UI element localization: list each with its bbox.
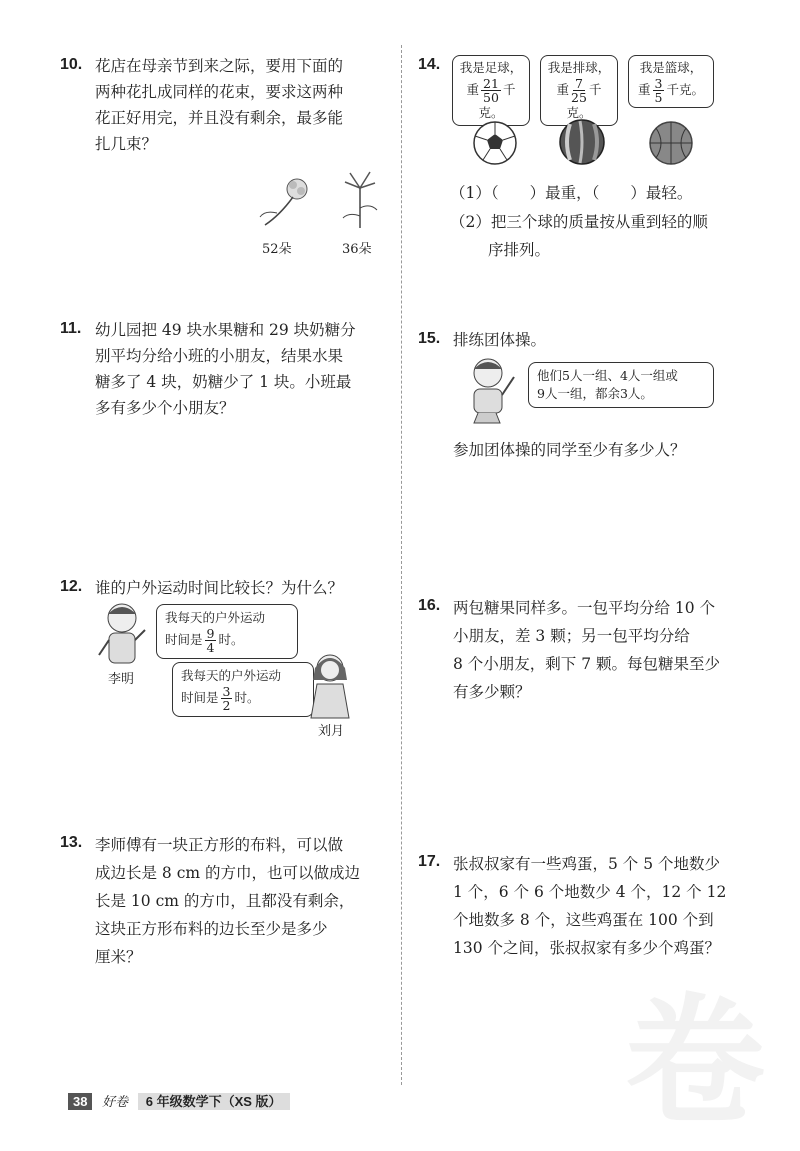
- q11-text: 幼儿园把 49 块水果糖和 29 块奶糖分 别平均分给小班的小朋友，结果水果 糖多了 4 块，奶糖少了 1 块。小班最 多有多少个小朋友？: [95, 321, 356, 417]
- q15-question: 参加团体操的同学至少有多少人？: [453, 441, 686, 459]
- name-liuyue: 刘月: [318, 724, 345, 739]
- volleyball-bubble: 我是排球， 重 $\frac{7}{25}$ 千克。: [540, 55, 618, 126]
- name-liming: 李明: [108, 672, 135, 687]
- q15-title: 排练团体操。: [453, 331, 547, 349]
- q13-number: 13.: [60, 834, 83, 851]
- q11-number: 11.: [60, 320, 82, 337]
- book-title: 6 年级数学下（XS 版）: [138, 1093, 290, 1110]
- q17-text: 张叔叔家有一些鸡蛋，5 个 5 个地数少 1 个，6 个 6 个地数少 4 个，12 个 12 个地数多 8 个，这些鸡蛋在 100 个到 130 个之间，张叔叔家有多少个鸡蛋？: [453, 855, 727, 957]
- q14-part1: （1）（ ）最重，（ ）最轻。: [450, 184, 693, 202]
- q10-number: 10.: [60, 56, 83, 73]
- q12-title: 谁的户外运动时间比较长？为什么？: [95, 579, 344, 597]
- q15-number: 15.: [418, 330, 441, 347]
- boy-liming-icon: [95, 600, 150, 675]
- girl-liuyue-icon: [305, 650, 355, 720]
- q13-text: 李师傅有一块正方形的布料，可以做 成边长是 8 cm 的方巾，也可以做成边 长是 10 cm 的方巾，且都没有剩余， 这块正方形布料的边长至少是多少 厘米？: [95, 836, 361, 966]
- page-number: 38: [68, 1093, 92, 1110]
- q15-speech-bubble: 他们5人一组、4人一组或 9人一组，都余3人。: [528, 362, 714, 408]
- flower1-count: 52朵: [262, 242, 292, 257]
- basketball-bubble: 我是篮球， 重 $\frac{3}{5}$ 千克。: [628, 55, 714, 108]
- q17-number: 17.: [418, 853, 441, 870]
- watermark: 卷: [625, 981, 766, 1144]
- brand-logo: 好卷: [102, 1095, 129, 1110]
- q14-part2: （2）把三个球的质量按从重到轻的顺 序排列。: [450, 213, 708, 259]
- q14-number: 14.: [418, 56, 441, 73]
- flower2-count: 36朵: [342, 242, 372, 257]
- q10-text: 花店在母亲节到来之际，要用下面的 两种花扎成同样的花束，要求这两种 花正好用完，并且没有剩余，最多能 扎几束？: [95, 57, 344, 153]
- q16-text: 两包糖果同样多。一包平均分给 10 个 小朋友，差 3 颗；另一包平均分给 8 个小朋友，剩下 7 颗。每包糖果至少 有多少颗？: [453, 599, 721, 701]
- boy-teacher-icon: [460, 355, 520, 425]
- football-icon: [472, 120, 518, 166]
- column-divider: [401, 45, 402, 1085]
- lily-icon: [335, 168, 385, 230]
- volleyball-icon: [558, 118, 606, 166]
- liuyue-speech-bubble: 我每天的户外运动 时间是 $\frac{3}{2}$ 时。: [172, 662, 314, 717]
- carnation-icon: [255, 175, 315, 235]
- q16-number: 16.: [418, 597, 441, 614]
- liming-speech-bubble: 我每天的户外运动 时间是 $\frac{9}{4}$ 时。: [156, 604, 298, 659]
- basketball-icon: [648, 120, 694, 166]
- football-bubble: 我是足球， 重 $\frac{21}{50}$ 千克。: [452, 55, 530, 126]
- q12-number: 12.: [60, 578, 83, 595]
- page-footer: [68, 1091, 290, 1110]
